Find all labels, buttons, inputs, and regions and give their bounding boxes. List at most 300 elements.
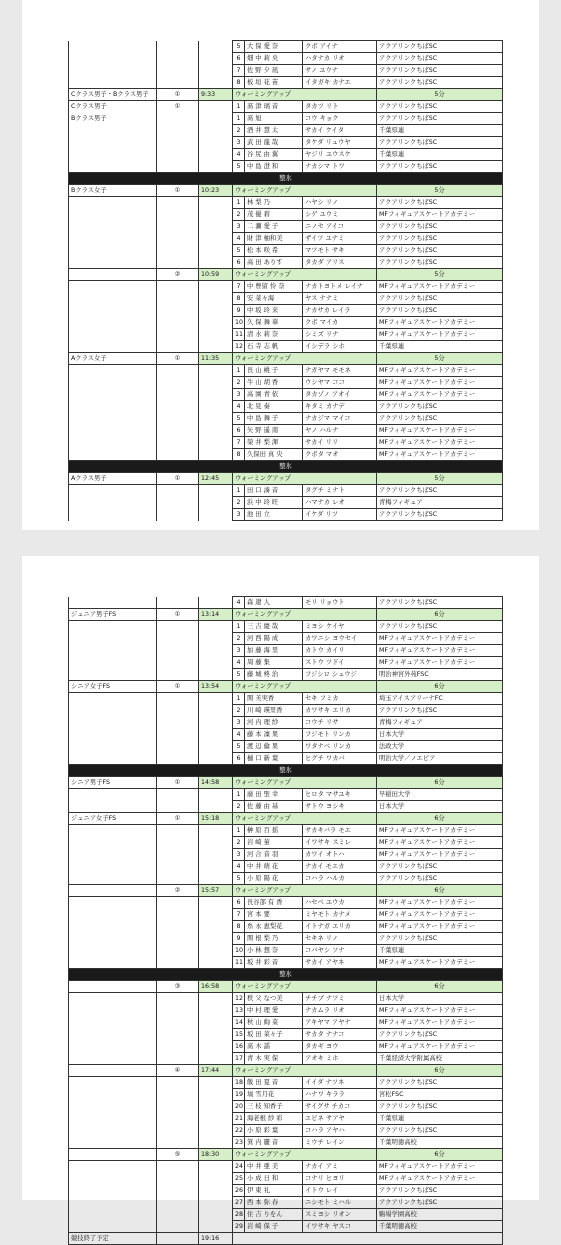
skater-name: 小 林 想 奈 bbox=[245, 945, 303, 957]
skater-club: 青梅フィギュア bbox=[377, 717, 503, 729]
start-time bbox=[199, 753, 233, 765]
skater-name: 塙 雪月花 bbox=[245, 1089, 303, 1101]
start-time: 15:57 bbox=[199, 885, 233, 897]
class-name bbox=[69, 669, 157, 681]
ice-resurfacing-row bbox=[69, 461, 503, 473]
group-number bbox=[157, 341, 199, 353]
skater-name: 髙 木 謡 bbox=[245, 1041, 303, 1053]
skater-name: 樋 口 新 葉 bbox=[245, 753, 303, 765]
start-time: 18:30 bbox=[199, 1149, 233, 1161]
skater-name-kana: サカタ ナナコ bbox=[303, 1029, 377, 1041]
skater-row bbox=[69, 1197, 503, 1209]
skater-name-kana: ニノセ アイコ bbox=[303, 221, 377, 233]
ice-resurfacing-label: 整氷 bbox=[69, 969, 503, 981]
ice-resurfacing-label: 整氷 bbox=[69, 461, 503, 473]
class-name: シニア男子FS bbox=[69, 777, 157, 789]
group-number bbox=[157, 377, 199, 389]
class-name bbox=[69, 705, 157, 717]
skater-club: 千葉県連 bbox=[377, 125, 503, 137]
skater-name: 矢 野 遥 南 bbox=[245, 425, 303, 437]
class-name: ジュニア女子FS bbox=[69, 813, 157, 825]
skater-row bbox=[69, 873, 503, 885]
group-number bbox=[157, 1197, 199, 1209]
skater-row bbox=[69, 341, 503, 353]
skater-name-kana: ナカムラ リオ bbox=[303, 1005, 377, 1017]
class-name bbox=[69, 233, 157, 245]
start-time bbox=[199, 1029, 233, 1041]
group-number bbox=[157, 789, 199, 801]
class-name: Aクラス女子 bbox=[69, 353, 157, 365]
start-time bbox=[199, 65, 233, 77]
start-time: 11:35 bbox=[199, 353, 233, 365]
skater-row bbox=[69, 921, 503, 933]
group-number: ① bbox=[157, 89, 199, 101]
skater-club: アクアリンクちばSC bbox=[377, 1197, 503, 1209]
skater-row bbox=[69, 1185, 503, 1197]
start-order: 5 bbox=[233, 873, 245, 885]
start-time bbox=[199, 53, 233, 65]
group-number bbox=[157, 137, 199, 149]
skater-name-kana: ニシモト ミハル bbox=[303, 1197, 377, 1209]
skater-name-kana: カワニシ ヨウセイ bbox=[303, 633, 377, 645]
start-time bbox=[199, 365, 233, 377]
group-number bbox=[157, 921, 199, 933]
start-time bbox=[199, 437, 233, 449]
skater-club: アクアリンクちばSC bbox=[377, 509, 503, 521]
start-time bbox=[199, 1185, 233, 1197]
group-number: ① bbox=[157, 353, 199, 365]
skater-name-kana: チチブ ナツミ bbox=[303, 993, 377, 1005]
group-number bbox=[157, 389, 199, 401]
start-time bbox=[199, 377, 233, 389]
skater-name: 坂 田 菜々子 bbox=[245, 1029, 303, 1041]
skater-name-kana: クボ マイカ bbox=[303, 317, 377, 329]
skater-name: 田 口 湊 音 bbox=[245, 485, 303, 497]
skater-name-kana: ヒロタ マサユキ bbox=[303, 789, 377, 801]
start-order: 14 bbox=[233, 1017, 245, 1029]
start-time bbox=[199, 1197, 233, 1209]
group-number bbox=[157, 497, 199, 509]
start-time: 13:54 bbox=[199, 681, 233, 693]
start-time bbox=[199, 341, 233, 353]
start-time bbox=[199, 1221, 233, 1233]
start-order: 5 bbox=[233, 413, 245, 425]
class-name bbox=[69, 497, 157, 509]
class-name bbox=[69, 449, 157, 461]
skater-row bbox=[69, 993, 503, 1005]
skater-name-kana: ナガヤマ モモネ bbox=[303, 365, 377, 377]
group-number: ② bbox=[157, 269, 199, 281]
skater-row bbox=[69, 1113, 503, 1125]
start-order: 17 bbox=[233, 1053, 245, 1065]
start-time bbox=[199, 717, 233, 729]
skater-club: MFフィギュアスケートアカデミー bbox=[377, 281, 503, 293]
skater-name-kana: コハラ ハルカ bbox=[303, 873, 377, 885]
class-name bbox=[69, 1173, 157, 1185]
group-number bbox=[157, 645, 199, 657]
group-number: ① bbox=[157, 185, 199, 197]
skater-row bbox=[69, 729, 503, 741]
skater-row bbox=[69, 1125, 503, 1137]
skater-club: アクアリンクちばSC bbox=[377, 1125, 503, 1137]
start-order: 1 bbox=[233, 101, 245, 113]
group-number: ① bbox=[157, 813, 199, 825]
skater-row bbox=[69, 497, 503, 509]
skater-club: MFフィギュアスケートアカデミー bbox=[377, 825, 503, 837]
start-order: 3 bbox=[233, 645, 245, 657]
skater-club: 千葉明徳高校 bbox=[377, 1221, 503, 1233]
start-order: 23 bbox=[233, 1137, 245, 1149]
group-number bbox=[157, 149, 199, 161]
skater-name: 小 成 日 和 bbox=[245, 1173, 303, 1185]
skater-name: 北 見 奏 bbox=[245, 401, 303, 413]
skater-row bbox=[69, 1017, 503, 1029]
skater-name-kana: アオキ ミホ bbox=[303, 1053, 377, 1065]
skater-name-kana: ハセベ ユウカ bbox=[303, 897, 377, 909]
skater-club: アクアリンクちばSC bbox=[377, 933, 503, 945]
warmup-row bbox=[69, 1149, 503, 1161]
start-order: 11 bbox=[233, 329, 245, 341]
skater-name: 牛 山 胡 香 bbox=[245, 377, 303, 389]
warmup-row bbox=[69, 813, 503, 825]
class-name bbox=[69, 65, 157, 77]
group-number: ① bbox=[157, 777, 199, 789]
start-time bbox=[199, 329, 233, 341]
group-number bbox=[157, 957, 199, 969]
skater-name: 榮 井 梨 渾 bbox=[245, 437, 303, 449]
class-name bbox=[69, 597, 157, 609]
skater-name: 板 垣 花 苗 bbox=[245, 77, 303, 89]
warmup-label: ウォーミングアップ bbox=[233, 1065, 377, 1077]
class-name bbox=[69, 1041, 157, 1053]
warmup-row bbox=[69, 1065, 503, 1077]
class-name bbox=[69, 125, 157, 137]
start-time bbox=[199, 1209, 233, 1221]
skater-club: アクアリンクちばSC bbox=[377, 53, 503, 65]
empty-cell bbox=[157, 1233, 199, 1245]
group-number bbox=[157, 1005, 199, 1017]
group-number: ① bbox=[157, 473, 199, 485]
group-number: ⑤ bbox=[157, 1149, 199, 1161]
skater-row bbox=[69, 1173, 503, 1185]
warmup-duration: 6分 bbox=[377, 885, 503, 897]
skater-club: アクアリンクちばSC bbox=[377, 621, 503, 633]
skater-row bbox=[69, 365, 503, 377]
skater-name-kana: ストウ ツドイ bbox=[303, 657, 377, 669]
skater-club: MFフィギュアスケートアカデミー bbox=[377, 389, 503, 401]
skater-row bbox=[69, 849, 503, 861]
start-order: 28 bbox=[233, 1209, 245, 1221]
warmup-row bbox=[69, 681, 503, 693]
start-order: 6 bbox=[233, 897, 245, 909]
start-time bbox=[199, 669, 233, 681]
class-name: シニア女子FS bbox=[69, 681, 157, 693]
schedule-page-1 bbox=[22, 0, 539, 530]
skater-club: アクアリンクちばSC bbox=[377, 41, 503, 53]
start-time: 12:45 bbox=[199, 473, 233, 485]
skater-club: アクアリンクちばSC bbox=[377, 77, 503, 89]
skater-club: MFフィギュアスケートアカデミー bbox=[377, 1161, 503, 1173]
skater-name-kana: ミヤモト カナメ bbox=[303, 909, 377, 921]
empty-cell bbox=[233, 1233, 503, 1245]
skater-name: 関 根 梨 乃 bbox=[245, 933, 303, 945]
skater-name: 坂 井 彩 音 bbox=[245, 957, 303, 969]
start-time bbox=[199, 621, 233, 633]
start-time bbox=[199, 389, 233, 401]
skater-name-kana: ヤス ナナミ bbox=[303, 293, 377, 305]
skater-club: アクアリンクちばSC bbox=[377, 597, 503, 609]
skater-row bbox=[69, 1053, 503, 1065]
group-number bbox=[157, 329, 199, 341]
start-time bbox=[199, 657, 233, 669]
class-name bbox=[69, 645, 157, 657]
start-time bbox=[199, 101, 233, 113]
class-name bbox=[69, 981, 157, 993]
group-number bbox=[157, 197, 199, 209]
skater-row bbox=[69, 669, 503, 681]
skater-name-kana: ワタナベ リンカ bbox=[303, 741, 377, 753]
skater-name: 谷 尻 由 翼 bbox=[245, 149, 303, 161]
class-name bbox=[69, 717, 157, 729]
group-number bbox=[157, 753, 199, 765]
start-time bbox=[199, 1053, 233, 1065]
skater-row bbox=[69, 801, 503, 813]
skater-club: アクアリンクちばSC bbox=[377, 197, 503, 209]
class-name bbox=[69, 1065, 157, 1077]
warmup-label: ウォーミングアップ bbox=[233, 473, 377, 485]
skater-club: MFフィギュアスケートアカデミー bbox=[377, 317, 503, 329]
skater-name-kana: カワイ オトハ bbox=[303, 849, 377, 861]
skater-name-kana: クボ アイナ bbox=[303, 41, 377, 53]
skater-row bbox=[69, 317, 503, 329]
start-order: 1 bbox=[233, 365, 245, 377]
start-time bbox=[199, 705, 233, 717]
class-name bbox=[69, 933, 157, 945]
skater-name: 髙 津 璃 音 bbox=[245, 101, 303, 113]
skater-name: 二 瀬 愛 子 bbox=[245, 221, 303, 233]
skater-name: 長 山 桃 子 bbox=[245, 365, 303, 377]
skater-name: 青 木 実 保 bbox=[245, 1053, 303, 1065]
class-name bbox=[69, 161, 157, 173]
skater-club: MFフィギュアスケートアカデミー bbox=[377, 209, 503, 221]
skater-name: 中 豊留 怜 奈 bbox=[245, 281, 303, 293]
skater-club: 千葉経済大学附属高校 bbox=[377, 1053, 503, 1065]
start-order: 5 bbox=[233, 41, 245, 53]
class-name bbox=[69, 1029, 157, 1041]
group-number bbox=[157, 933, 199, 945]
warmup-label: ウォーミングアップ bbox=[233, 777, 377, 789]
class-name bbox=[69, 1197, 157, 1209]
skater-row bbox=[69, 449, 503, 461]
skater-club: 日本大学 bbox=[377, 729, 503, 741]
skater-name: 秋 山 絢 菜 bbox=[245, 1017, 303, 1029]
start-order: 12 bbox=[233, 341, 245, 353]
warmup-label: ウォーミングアップ bbox=[233, 609, 377, 621]
skater-name: 飯 田 夏 音 bbox=[245, 1077, 303, 1089]
skater-name-kana: シゲ ユウミ bbox=[303, 209, 377, 221]
group-number bbox=[157, 945, 199, 957]
skater-club: アクアリンクちばSC bbox=[377, 137, 503, 149]
ice-resurfacing-row bbox=[69, 969, 503, 981]
skater-name: 石 寺 志 帆 bbox=[245, 341, 303, 353]
skater-club: MFフィギュアスケートアカデミー bbox=[377, 425, 503, 437]
skater-name: 高 田 ありす bbox=[245, 257, 303, 269]
skater-name-kana: ハタナカ リオ bbox=[303, 53, 377, 65]
start-order: 5 bbox=[233, 161, 245, 173]
class-name bbox=[69, 1089, 157, 1101]
start-time bbox=[199, 281, 233, 293]
schedule-page-2 bbox=[22, 556, 539, 1242]
skater-club: アクアリンクちばSC bbox=[377, 233, 503, 245]
skater-name-kana: セキ フミカ bbox=[303, 693, 377, 705]
skater-row bbox=[69, 281, 503, 293]
warmup-label: ウォーミングアップ bbox=[233, 813, 377, 825]
group-number bbox=[157, 1041, 199, 1053]
start-time bbox=[199, 825, 233, 837]
start-time bbox=[199, 921, 233, 933]
skater-name: 久保田 真 央 bbox=[245, 449, 303, 461]
start-time bbox=[199, 233, 233, 245]
warmup-duration: 6分 bbox=[377, 777, 503, 789]
skater-name: 藤 城 柊 治 bbox=[245, 669, 303, 681]
start-time: 16:58 bbox=[199, 981, 233, 993]
skater-name: 三 吉 慶 哉 bbox=[245, 621, 303, 633]
start-time bbox=[199, 1089, 233, 1101]
start-order: 2 bbox=[233, 633, 245, 645]
skater-name-kana: クボタ マオ bbox=[303, 449, 377, 461]
start-order: 2 bbox=[233, 209, 245, 221]
skater-name-kana: ハヤシ リノ bbox=[303, 197, 377, 209]
start-time: 9:33 bbox=[199, 89, 233, 101]
skater-club: MFフィギュアスケートアカデミー bbox=[377, 377, 503, 389]
start-time: 15:18 bbox=[199, 813, 233, 825]
class-name bbox=[69, 621, 157, 633]
skater-name-kana: サカキバラ モエ bbox=[303, 825, 377, 837]
class-name bbox=[69, 1185, 157, 1197]
skater-club: アクアリンクちばSC bbox=[377, 1077, 503, 1089]
skater-club: 千葉県連 bbox=[377, 945, 503, 957]
group-number bbox=[157, 209, 199, 221]
start-time bbox=[199, 1101, 233, 1113]
skater-name-kana: コナリ ヒヨリ bbox=[303, 1173, 377, 1185]
start-order: 8 bbox=[233, 293, 245, 305]
skater-name-kana: イトウ レイ bbox=[303, 1185, 377, 1197]
schedule-sheet-2 bbox=[68, 596, 502, 1245]
class-name bbox=[69, 257, 157, 269]
start-time bbox=[199, 1161, 233, 1173]
start-time bbox=[199, 413, 233, 425]
skater-name: 関 芙実香 bbox=[245, 693, 303, 705]
skater-row bbox=[69, 425, 503, 437]
skater-row bbox=[69, 1089, 503, 1101]
skater-club: 日本大学 bbox=[377, 993, 503, 1005]
start-order: 22 bbox=[233, 1125, 245, 1137]
group-number bbox=[157, 113, 199, 125]
skater-name-kana: イケダ リツ bbox=[303, 509, 377, 521]
start-order: 6 bbox=[233, 53, 245, 65]
start-time bbox=[199, 1173, 233, 1185]
group-number bbox=[157, 1161, 199, 1173]
skater-row bbox=[69, 161, 503, 173]
start-order: 1 bbox=[233, 113, 245, 125]
group-number bbox=[157, 909, 199, 921]
start-time bbox=[199, 633, 233, 645]
skater-name-kana: フジモト リンカ bbox=[303, 729, 377, 741]
skater-name-kana: タカダ アリス bbox=[303, 257, 377, 269]
skater-club: アクアリンクちばSC bbox=[377, 161, 503, 173]
warmup-row bbox=[69, 777, 503, 789]
skater-name-kana: フジシロ シュウジ bbox=[303, 669, 377, 681]
skater-name-kana: ハマナカ レオ bbox=[303, 497, 377, 509]
class-name bbox=[69, 1209, 157, 1221]
group-number bbox=[157, 1125, 199, 1137]
skater-name-kana: ナカイ モエカ bbox=[303, 861, 377, 873]
skater-club: 早稲田大学 bbox=[377, 789, 503, 801]
start-time bbox=[199, 221, 233, 233]
warmup-duration: 5分 bbox=[377, 473, 503, 485]
class-name bbox=[69, 993, 157, 1005]
class-name bbox=[69, 693, 157, 705]
class-name bbox=[69, 53, 157, 65]
warmup-row bbox=[69, 185, 503, 197]
skater-row bbox=[69, 305, 503, 317]
class-name bbox=[69, 633, 157, 645]
start-time bbox=[199, 645, 233, 657]
skater-name-kana: サカイ リリ bbox=[303, 437, 377, 449]
skater-name: 畑 中 莉 央 bbox=[245, 53, 303, 65]
skater-club: 千葉県連 bbox=[377, 341, 503, 353]
skater-name: 高 園 青 依 bbox=[245, 389, 303, 401]
skater-row bbox=[69, 197, 503, 209]
skater-row bbox=[69, 101, 503, 113]
class-name bbox=[69, 837, 157, 849]
skater-name: 箕 内 麗 音 bbox=[245, 1137, 303, 1149]
skater-name-kana: カトウ カイリ bbox=[303, 645, 377, 657]
warmup-row bbox=[69, 609, 503, 621]
class-name bbox=[69, 317, 157, 329]
skater-name-kana: タカツ リト bbox=[303, 101, 377, 113]
skater-club: 駒場学園高校 bbox=[377, 1209, 503, 1221]
skater-club: MFフィギュアスケートアカデミー bbox=[377, 365, 503, 377]
skater-name-kana: ミヨシ ケイヤ bbox=[303, 621, 377, 633]
group-number bbox=[157, 125, 199, 137]
class-name bbox=[69, 1113, 157, 1125]
group-number bbox=[157, 233, 199, 245]
skater-club: アクアリンクちばSC bbox=[377, 413, 503, 425]
start-time bbox=[199, 161, 233, 173]
start-time bbox=[199, 401, 233, 413]
start-order: 1 bbox=[233, 197, 245, 209]
class-name bbox=[69, 801, 157, 813]
warmup-duration: 6分 bbox=[377, 681, 503, 693]
group-number bbox=[157, 1137, 199, 1149]
skater-club: アクアリンクちばSC bbox=[377, 257, 503, 269]
group-number bbox=[157, 41, 199, 53]
start-order: 18 bbox=[233, 1077, 245, 1089]
skater-row bbox=[69, 1005, 503, 1017]
skater-name-kana: ナカトヨトメ レイナ bbox=[303, 281, 377, 293]
start-time bbox=[199, 149, 233, 161]
start-time bbox=[199, 449, 233, 461]
finish-label: 競技終了予定 bbox=[69, 1233, 157, 1245]
skater-row bbox=[69, 621, 503, 633]
skater-name-kana: ハナワ キララ bbox=[303, 1089, 377, 1101]
group-number bbox=[157, 1209, 199, 1221]
skater-row bbox=[69, 897, 503, 909]
skater-row bbox=[69, 377, 503, 389]
skater-name-kana: ザイツ ユナミ bbox=[303, 233, 377, 245]
skater-name-kana: コハラ アヤハ bbox=[303, 1125, 377, 1137]
